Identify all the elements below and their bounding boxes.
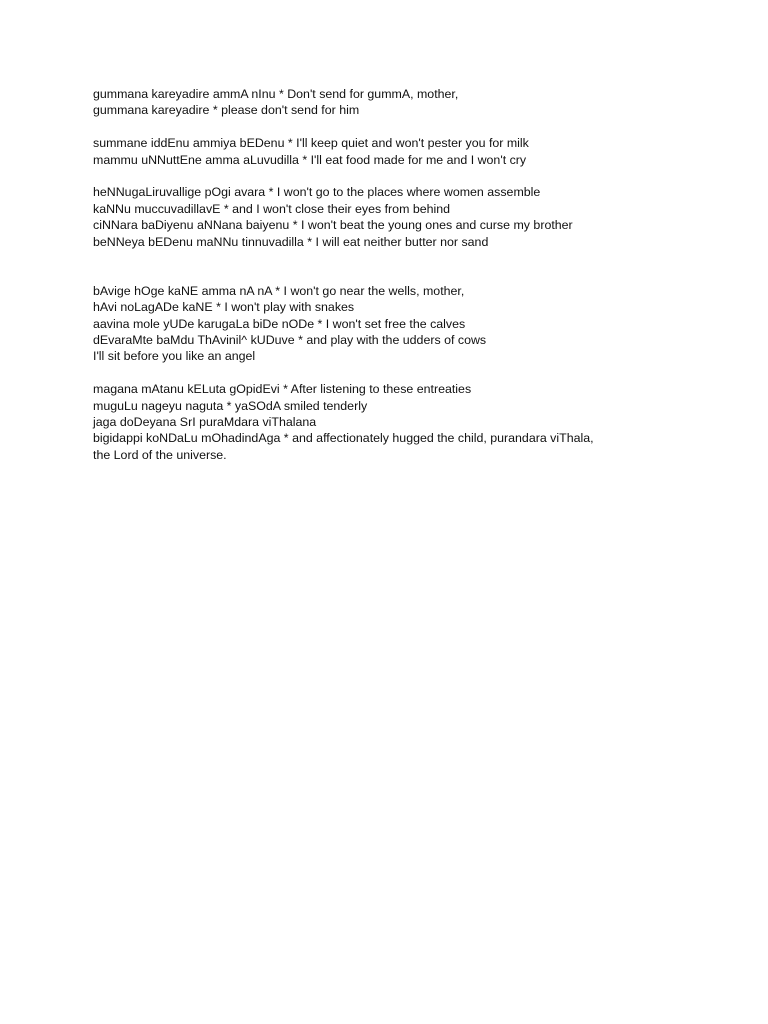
poem-line: dEvaraMte baMdu ThAvinil^ kUDuve * and play with the udders of cows (93, 333, 487, 348)
stanza-4 (93, 283, 733, 365)
poem-line: gummana kareyadire ammA nInu * Don't send for gummA, mother, (93, 87, 459, 101)
poem-line: jaga doDeyana SrI puraMdara viThalana (93, 415, 317, 430)
poem-line: ciNNara baDiyenu aNNana baiyenu * I won't beat the young ones and curse my brother (93, 218, 573, 233)
poem-line: heNNugaLiruvallige pOgi avara * I won't go to the places where women assemble (93, 185, 541, 200)
poem-line: bAvige hOge kaNE amma nA nA * I won't go near the wells, mother, (93, 283, 465, 298)
poem-line: I'll sit before you like an angel (93, 349, 256, 364)
stanza-2 (93, 135, 733, 168)
poem-line: aavina mole yUDe karugaLa biDe nODe * I won't set free the calves (93, 316, 466, 331)
stanza-3 (93, 184, 733, 250)
poem-line: beNNeya bEDenu maNNu tinnuvadilla * I will eat neither butter nor sand (93, 234, 489, 249)
poem-text (93, 86, 733, 480)
poem-line: bigidappi koNDaLu mOhadindAga * and affectionately hugged the child, purandara viThala, (93, 431, 594, 446)
poem-line: magana mAtanu kELuta gOpidEvi * After listening to these entreaties (93, 382, 472, 397)
poem-line: summane iddEnu ammiya bEDenu * I'll keep quiet and won't pester you for milk (93, 136, 529, 151)
poem-line: mammu uNNuttEne amma aLuvudilla * I'll eat food made for me and I won't cry (93, 152, 527, 167)
poem-line: gummana kareyadire * please don't send for him (93, 103, 360, 118)
poem-line: hAvi noLagADe kaNE * I won't play with snakes (93, 300, 355, 315)
poem-line: the Lord of the universe. (93, 447, 227, 462)
poem-line: kaNNu muccuvadillavE * and I won't close their eyes from behind (93, 201, 451, 216)
stanza-5 (93, 381, 733, 463)
poem-line: muguLu nageyu naguta * yaSOdA smiled tenderly (93, 398, 368, 413)
stanza-1 (93, 86, 733, 119)
